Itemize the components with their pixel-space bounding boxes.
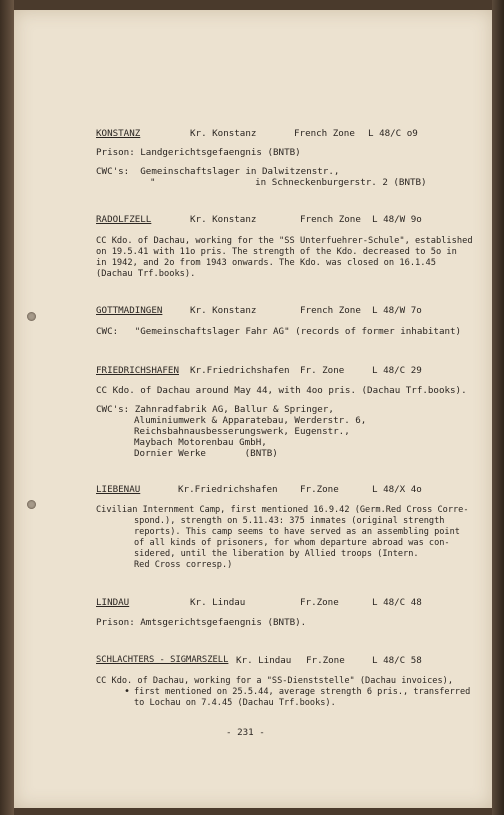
entry-district: Kr. Konstanz	[190, 214, 257, 225]
entry-zone: Fr.Zone	[306, 655, 345, 666]
entry-line: Civilian Internment Camp, first mentioned 16.9.42 (Germ.Red Cross Corre-	[96, 505, 469, 515]
entry-zone: Fr.Zone	[300, 484, 339, 495]
entry-line: Aluminiumwerk & Apparatebau, Werderstr. 6,	[134, 415, 367, 426]
entry-place: FRIEDRICHSHAFEN	[96, 365, 179, 376]
entry-zone: Fr.Zone	[300, 597, 339, 608]
entry-district: Kr.Friedrichshafen	[178, 484, 278, 495]
entry-line: Reichsbahnausbesserungswerk, Eugenstr.,	[134, 426, 350, 437]
entry-district: Kr. Lindau	[190, 597, 246, 608]
entry-line: Dornier Werke (BNTB)	[134, 448, 278, 459]
entry-district: Kr. Konstanz	[190, 128, 257, 139]
entry-district: Kr. Konstanz	[190, 305, 257, 316]
entry-zone: French Zone	[300, 214, 361, 225]
entry-line: Maybach Motorenbau GmbH,	[134, 437, 267, 448]
entry-place: GOTTMADINGEN	[96, 305, 163, 316]
entry-line: spond.), strength on 5.11.43: 375 inmates (original strength	[134, 516, 445, 526]
page-number: - 231 -	[226, 727, 265, 738]
entry-line: CWC's: Gemeinschaftslager in Dalwitzenstr.,	[96, 166, 340, 177]
entry-ref: L 48/W 7o	[372, 305, 422, 316]
entry-line: on 19.5.41 with 11o pris. The strength of the Kdo. decreased to 5o in	[96, 247, 457, 257]
entry-line: " in Schneckenburgerstr. 2 (BNTB)	[150, 177, 427, 188]
entry-line: Prison: Amtsgerichtsgefaengnis (BNTB).	[96, 617, 307, 628]
entry-place: LIEBENAU	[96, 484, 141, 495]
entry-line: to Lochau on 7.4.45 (Dachau Trf.books).	[134, 698, 336, 708]
entry-line: first mentioned on 25.5.44, average strength 6 pris., transferred	[134, 687, 471, 697]
entry-line: of all kinds of prisoners, for whom departure abroad was con-	[134, 538, 450, 548]
entry-place: KONSTANZ	[96, 128, 141, 139]
book-binding	[0, 0, 14, 815]
entry-line: Prison: Landgerichtsgefaengnis (BNTB)	[96, 147, 301, 158]
entry-line: sidered, until the liberation by Allied troops (Intern.	[134, 549, 419, 559]
entry-place: SCHLACHTERS - SIGMARSZELL	[96, 655, 229, 665]
entry-zone: French Zone	[294, 128, 355, 139]
entry-line: (Dachau Trf.books).	[96, 269, 196, 279]
entry-zone: Fr. Zone	[300, 365, 345, 376]
entry-ref: L 48/C o9	[368, 128, 418, 139]
entry-line: reports). This camp seems to have served as an assembling point	[134, 527, 460, 537]
entry-line: in 1942, and 2o from 1943 onwards. The Kdo. was closed on 16.1.45	[96, 258, 436, 268]
entry-ref: L 48/C 29	[372, 365, 422, 376]
entry-line: CC Kdo. of Dachau around May 44, with 4oo pris. (Dachau Trf.books).	[96, 385, 467, 396]
entry-line: CWC's: Zahnradfabrik AG, Ballur & Springer,	[96, 404, 334, 415]
entry-line: CWC: "Gemeinschaftslager Fahr AG" (records of former inhabitant)	[96, 326, 462, 337]
entry-district: Kr. Lindau	[236, 655, 292, 666]
entry-place: LINDAU	[96, 597, 130, 608]
entry-line: CC Kdo. of Dachau, working for a "SS-Dienststelle" (Dachau invoices),	[96, 676, 453, 686]
entry-place: RADOLFZELL	[96, 214, 152, 225]
entry-ref: L 48/C 58	[372, 655, 422, 666]
entry-ref: L 48/X 4o	[372, 484, 422, 495]
entry-line: Red Cross corresp.)	[134, 560, 233, 570]
punch-hole	[27, 500, 36, 509]
entry-district: Kr.Friedrichshafen	[190, 365, 290, 376]
bullet-mark: •	[124, 686, 131, 697]
entry-ref: L 48/C 48	[372, 597, 422, 608]
punch-hole	[27, 312, 36, 321]
entry-ref: L 48/W 9o	[372, 214, 422, 225]
page-edge	[492, 0, 504, 815]
entry-line: CC Kdo. of Dachau, working for the "SS Unterfuehrer-Schule", established	[96, 236, 473, 246]
entry-zone: French Zone	[300, 305, 361, 316]
